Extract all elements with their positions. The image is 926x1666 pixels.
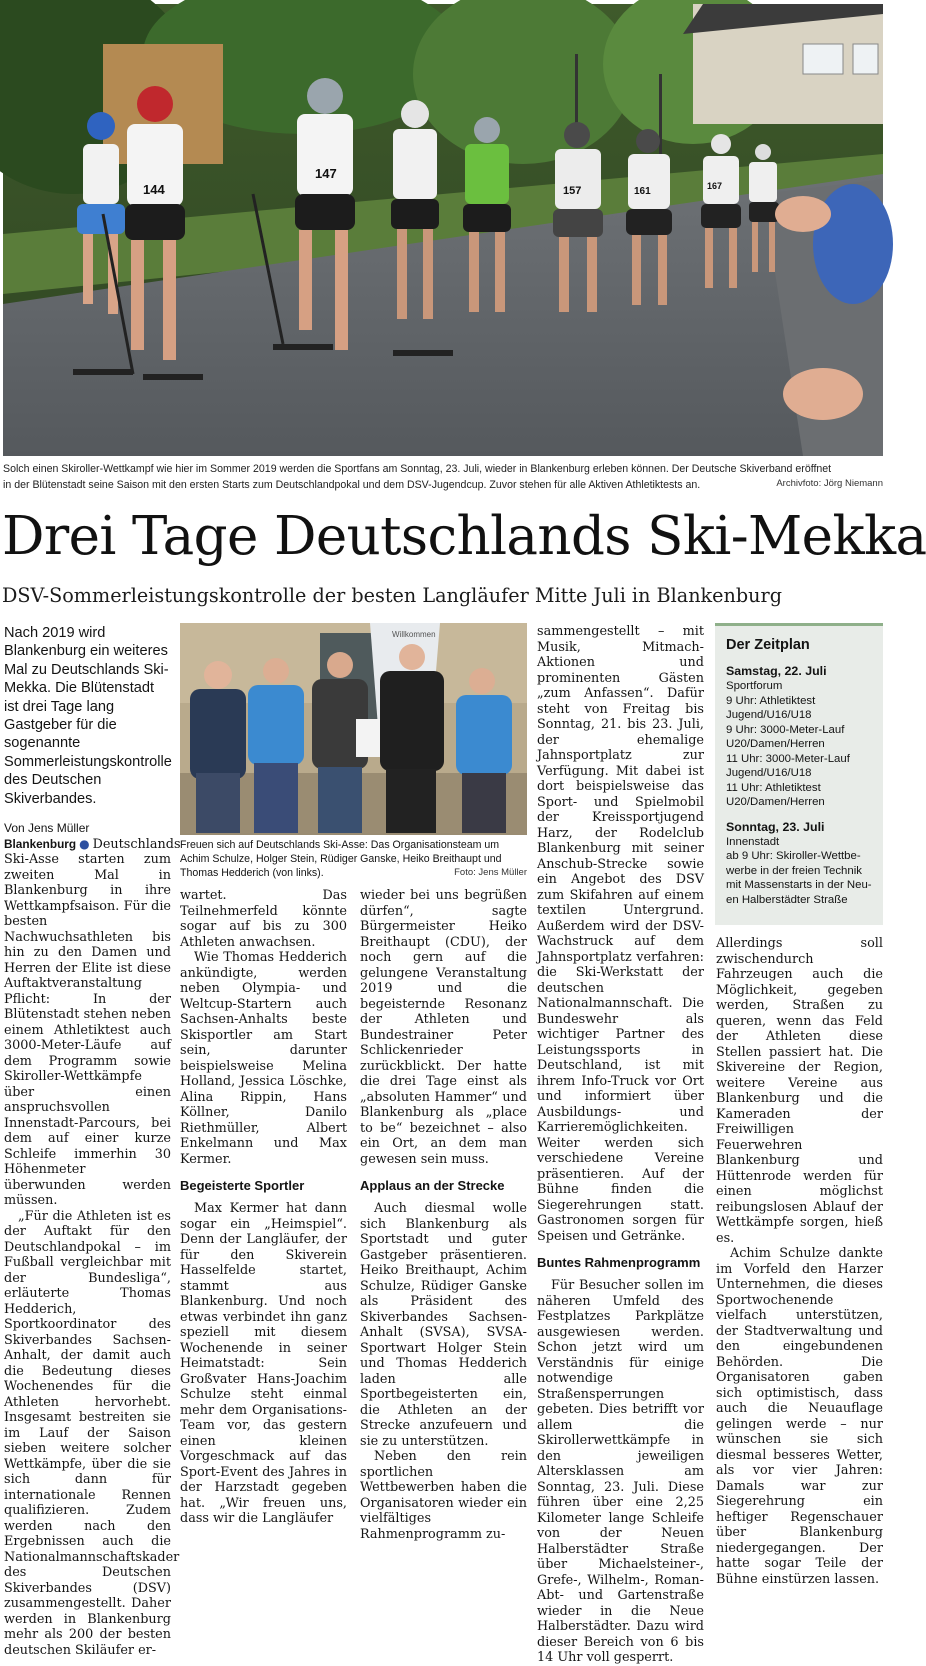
schedule-line: en Halberstädter Straße bbox=[726, 893, 848, 906]
photo-caption bbox=[3, 461, 883, 493]
schedule-day-1: Samstag, 22. Juli bbox=[726, 664, 827, 678]
schedule-day-2: Sonntag, 23. Juli bbox=[726, 819, 825, 834]
body-paragraph: „Für die Athleten ist es der Auftakt für den Deutschlandpokal – im Fußball vergleichbar mit der Bundesliga“, erläuterte Thomas Hedderich, Sportkoordinator des Skiverbandes Sachsen-Anhalt, der damit auch die Bedeutung dieses Wochenendes für die Athleten hervorhebt. Insgesamt bestreiten sie im Lauf der Saison sieben weitere solcher Wettkämpfe, über die sie sich dann für internationale Rennen qualifizieren. Zudem werden nach den Ergebnissen auch die Nationalmannschaftskader des Deutschen Skiverbandes (DSV) zusammengestellt. Daher werden in Blankenburg mehr als 200 der besten deutschen Skiläufer er- bbox=[4, 1208, 180, 1658]
body-paragraph: Deutschlands Ski-Asse starten zum zweiten Mal in Blankenburg in ihre Wettkampfsaison. Für die besten Nachwuchsathleten bis hin zu den Damen und Herren der Elite ist diese Auftaktveranstaltung Pflicht: In der Blütenstadt stehen neben einem Athletiktest auch 3000-Meter-Läufe auf dem Programm sowie Skiroller-Wettkämpfe über einen anspruchsvollen Innenstadt-Parcours, bei dem auf einer kurze Schleife immerhin 30 Höhenmeter überwunden werden müssen. bbox=[4, 836, 181, 1209]
organisation-team-photo bbox=[180, 623, 527, 835]
hero-photo bbox=[3, 4, 883, 456]
photo-caption-line1: Solch einen Skiroller-Wettkampf wie hier im Sommer 2019 werden die Sportfans am Sonntag, 23. Juli, wieder in Blankenburg erleben können. Der Deutsche Skiverband eröffnet bbox=[3, 463, 832, 475]
headline: Drei Tage Deutschlands Ski-Mekka bbox=[2, 506, 926, 567]
bib-number: 147 bbox=[315, 166, 337, 181]
schedule-line: Sportforum bbox=[726, 680, 783, 692]
schedule-line: mit Massenstarts in der Neu- bbox=[726, 879, 872, 891]
body-paragraph: Wie Thomas Hedderich ankündigte, werden neben Olympia- und Weltcup-Startern auch Sachsen-Anhalts beste Skisportler am Start sein, darunter beispielsweise Melina Holland, Jessica Löschke, Alina Rippin, Hans Köllner, Danilo Riethmüller, Albert Enkelmann und Max Kermer. bbox=[180, 950, 347, 1167]
body-paragraph: Für Besucher sollen im näheren Umfeld des Festplatzes Parkplätze ausgewiesen werden. Schon jetzt wird um Verständnis für einige notwendige Straßensperrungen gebeten. Dies betrifft vor allem die Skirollerwettkämpfe in den jeweiligen Altersklassen am Sonntag, 23. Juli. Diese führen über eine 2,25 Kilometer lange Schleife von der Neuen Halberstädter Straße über Michaelsteiner-, Grefe-, Wilhelm-, Roman-Abt- und Gartenstraße wieder in die Neue Halberstädter. Dazu wird dieser Bereich von 6 bis 14 Uhr voll gesperrt. bbox=[537, 1278, 704, 1665]
bib-number: 144 bbox=[143, 182, 165, 197]
body-paragraph: Allerdings soll zwischendurch Fahrzeugen auch die Möglichkeit, gegeben werden, Straßen zu queren, wenn das Feld der Athleten diese Stellen passiert hat. Die Skivereine der Region, weitere Vereine aus Blankenburg und die Kameraden der Freiwilligen Feuerwehren Blankenburg und Hüttenrode werden für einen möglichst reibungslosen Ablauf der Wettkämpfe sorgen, hieß es. bbox=[716, 936, 883, 1246]
article-column-2 bbox=[180, 888, 347, 1526]
article-column-4 bbox=[537, 624, 704, 1665]
schedule-box bbox=[715, 623, 883, 925]
schedule-line: 11 Uhr: Athletiktest bbox=[726, 781, 821, 794]
bib-number: 167 bbox=[707, 181, 723, 191]
byline: Von Jens Müller bbox=[4, 821, 90, 836]
article-column-1 bbox=[4, 624, 181, 1658]
article-column-3 bbox=[360, 888, 527, 1542]
photo-caption-line2: in der Blütenstadt seine Saison mit den ersten Starts zum Deutschlandpokal und dem DSV-Jugendcup. Zuvor stehen für alle Aktiven Athletiktests an. bbox=[3, 479, 701, 491]
schedule-title: Der Zeitplan bbox=[726, 637, 810, 653]
article-column-5 bbox=[716, 936, 883, 1587]
schedule-line: U20/Damen/Herren bbox=[726, 738, 825, 750]
schedule-line: U20/Damen/Herren bbox=[726, 796, 825, 808]
body-paragraph: Auch diesmal wolle sich Blankenburg als Sportstadt und guter Gastgeber präsentieren. Heiko Breithaupt, Achim Schulze, Rüdiger Ganske als Präsident des Skiverbandes Sachsen-Anhalt (SVSA), SVSA-Sportwart Holger Stein und Thomas Hedderich laden alle Sportbegeisterten ein, die Athleten an der Strecke anzufeuern und sie zu unterstützen. bbox=[360, 1201, 527, 1449]
schedule-line: werbe in der freien Technik bbox=[726, 864, 862, 877]
body-paragraph: wieder bei uns begrüßen dürfen“, sagte Bürgermeister Heiko Breithaupt (CDU), der noch gern auf die gelungene Veranstaltung 2019 und die begeisternde Resonanz der Athleten und Bundestrainer Peter Schlickenrieder zurückblickt. Der hatte die drei Tage einst als „absoluten Hammer“ und Blankenburg als „place to be“ bezeichnet – also ein Ort, an dem man gewesen sein muss. bbox=[360, 888, 527, 1167]
bib-number: 161 bbox=[634, 186, 651, 197]
body-paragraph: Max Kermer hat dann sogar ein „Heimspiel“. Denn der Langläufer, der für den Skiverein Hasselfelde startet, stammt aus Blankenburg. Und noch etwas verbindet ihn ganz speziell mit diesem Wochenende in seiner Heimatstadt: Sein Großvater Hans-Joachim Schulze steht einmal mehr dem Organisations-Team vor, das gestern einen kleinen Vorgeschmack auf das Sport-Event des Jahres in der Harzstadt gegeben hat. „Wir freuen uns, dass wir die Langläufer bbox=[180, 1201, 347, 1526]
bib-number: 157 bbox=[563, 185, 582, 197]
body-paragraph: sammengestellt – mit Musik, Mitmach-Aktionen und prominenten Gästen „zum Anfassen“. Dafür steht von Freitag bis Sonntag, 21. bis 23. Juli, der ehemalige Jahnsportplatz zur Verfügung. Mit dabei ist dort beispielsweise das Sport- und Spielmobil der Kreissportjugend Harz, der Rodelclub Blankenburg mit seiner Anschub-Strecke sowie ein Angebot des DSV zum Skifahren auf einem textilen Untergrund. Außerdem wird der DSV-Wachstruck auf dem Jahnsportplatz verfahren: die Ski-Werkstatt der deutschen Nationalmannschaft. Die Bundeswehr als wichtiger Partner des Leistungssports in Deutschland, ist mit ihrem Info-Truck vor Ort und informiert über Ausbildungs- und Karrieremöglichkeiten. Weiter werden sich verschiedene Vereine präsentieren. Auf der Bühne finden die Siegerehrungen statt. Gastronomen sorgen für Speisen und Getränke. bbox=[537, 624, 704, 1244]
subheadline: DSV-Sommerleistungskontrolle der besten Langläufer Mitte Juli in Blankenburg bbox=[2, 584, 782, 607]
schedule-line: Innenstadt bbox=[726, 835, 780, 848]
subheading-applaus: Applaus an der Strecke bbox=[360, 1178, 505, 1193]
body-paragraph: Achim Schulze dankte im Vorfeld den Harzer Unternehmen, die dieses Sportwochenende vielfach unterstützen, der Stadtverwaltung und den eingebundenen Behörden. Die Organisatoren gaben sich optimistisch, dass auch die Neuauflage gelingen werde – nur wünschen sie sich diesmal besseres Wetter, als vor vier Jahren: Damals war zur Siegerehrung ein heftiger Regenschauer über Blankenburg niedergegangen. Der hatte sogar Teile der Bühne einstürzen lassen. bbox=[716, 1246, 883, 1587]
schedule-line: 9 Uhr: 3000-Meter-Lauf bbox=[726, 723, 845, 736]
schedule-line: 11 Uhr: 3000-Meter-Lauf bbox=[726, 752, 850, 765]
subheading-rahmenprogramm: Buntes Rahmenprogramm bbox=[537, 1255, 701, 1270]
dateline-dot-icon: ● bbox=[79, 836, 90, 851]
schedule-line: ab 9 Uhr: Skiroller-Wettbe- bbox=[726, 850, 861, 862]
team-photo-credit: Foto: Jens Müller bbox=[454, 867, 527, 878]
skiroller-race-photo bbox=[3, 4, 883, 456]
lead-paragraph: Nach 2019 wird Blankenburg ein weiteres Mal zu Deutschlands Ski-Mekka. Die Blütenstadt ist drei Tage lang Gastgeber für die sogenannte Sommerleistungskontrolle des Deutschen Skiverbandes. bbox=[4, 625, 172, 807]
body-paragraph: Neben den rein sportlichen Wettbewerben haben die Organisatoren wieder ein vielfältiges Rahmenprogramm zu- bbox=[360, 1449, 527, 1542]
body-paragraph: wartet. Das Teilnehmerfeld könnte sogar auf bis zu 300 Athleten anwachsen. bbox=[180, 888, 347, 950]
photo-credit: Archivfoto: Jörg Niemann bbox=[776, 478, 883, 489]
team-photo-caption: Freuen sich auf Deutschlands Ski-Asse: Das Organisationsteam um Achim Schulze, Holger Stein, Rüdiger Ganske, Heiko Breithaupt und Thomas Hedderich (von links). bbox=[180, 839, 502, 879]
schedule-line: 9 Uhr: Athletiktest bbox=[726, 694, 816, 707]
schedule-line: Jugend/U16/U18 bbox=[726, 767, 812, 779]
welcome-banner-text: Willkommen bbox=[392, 630, 436, 639]
schedule-line: Jugend/U16/U18 bbox=[726, 709, 812, 721]
subheading-begeisterte-sportler: Begeisterte Sportler bbox=[180, 1178, 305, 1193]
team-photo bbox=[180, 623, 527, 835]
dateline-place: Blankenburg bbox=[4, 836, 77, 851]
